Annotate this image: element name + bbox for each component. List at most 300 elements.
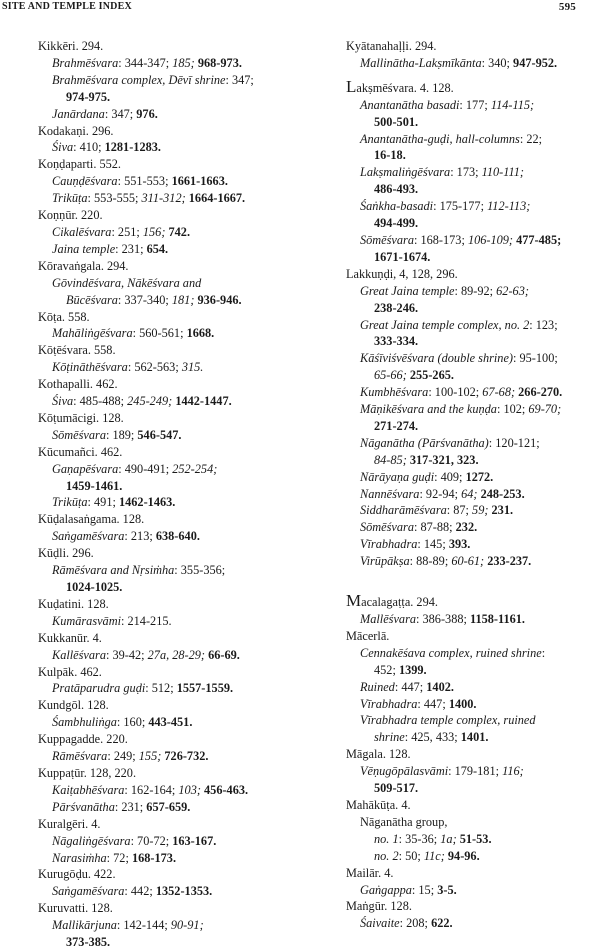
- plate-reference: 66-69.: [208, 647, 240, 662]
- entry-gap: [346, 570, 596, 593]
- entry-text: : 337-340;: [117, 292, 172, 307]
- subentry-continuation: [346, 848, 596, 865]
- subentry-continuation: [346, 831, 596, 848]
- temple-subentry: [38, 680, 300, 697]
- italic-reference: Kallēśvara: [52, 647, 106, 662]
- temple-subentry: [346, 696, 596, 713]
- italic-reference: 155;: [138, 749, 162, 764]
- plate-reference: 486-493.: [374, 182, 419, 197]
- plate-reference: 255-265.: [409, 368, 454, 383]
- subentry-continuation: [346, 418, 596, 435]
- entry-text: : 39-42;: [105, 647, 148, 662]
- subentry-continuation: [38, 934, 300, 951]
- italic-reference: Śiva: [52, 394, 74, 409]
- plate-reference: 654.: [146, 241, 169, 256]
- italic-reference: Trikūṭa: [52, 495, 88, 510]
- temple-subentry: [38, 528, 300, 545]
- italic-reference: Nāganātha (Pārśvanātha): [360, 435, 489, 450]
- temple-subentry: [38, 461, 300, 478]
- plate-reference: 546-547.: [137, 427, 182, 442]
- italic-reference: 245-249;: [127, 394, 173, 409]
- site-entry: [38, 816, 300, 833]
- italic-reference: Kumārasvāmi: [52, 613, 122, 628]
- site-entry: [38, 731, 300, 748]
- temple-subentry: [38, 883, 300, 900]
- temple-subentry: [38, 647, 300, 664]
- entry-text: Kōravaṅgala. 294.: [38, 258, 129, 273]
- entry-text: Kuralgēri. 4.: [38, 816, 101, 831]
- italic-reference: Lakṣmaliṅgēśvara: [360, 165, 451, 180]
- site-entry: [38, 123, 300, 140]
- site-entry: [38, 765, 300, 782]
- plate-reference: 974-975.: [66, 89, 111, 104]
- plate-reference: 509-517.: [374, 781, 419, 796]
- italic-reference: 114-115;: [490, 97, 535, 112]
- subentry-continuation: [38, 292, 300, 309]
- entry-text: : 442;: [124, 884, 156, 899]
- entry-text: Mailār. 4.: [346, 865, 394, 880]
- entry-text: 452;: [374, 662, 399, 677]
- entry-text: : 512;: [145, 681, 177, 696]
- plate-reference: 1281-1283.: [104, 140, 161, 155]
- italic-reference: 60-61;: [451, 554, 485, 569]
- entry-text: Māgala. 128.: [346, 747, 411, 762]
- entry-text: Kyātanahaḷḷi. 294.: [346, 39, 437, 53]
- temple-subentry: [38, 275, 300, 292]
- temple-subentry: [346, 679, 596, 696]
- subentry-continuation: [346, 249, 596, 266]
- italic-reference: 181;: [171, 292, 195, 307]
- entry-text: Kūḍli. 296.: [38, 546, 94, 561]
- plate-reference: 1557-1559.: [176, 681, 234, 696]
- plate-reference: 500-501.: [374, 114, 419, 129]
- italic-reference: Būcēśvara: [66, 292, 118, 307]
- italic-reference: Vēṇugōpālasvāmi: [360, 764, 449, 779]
- italic-reference: 156;: [142, 224, 166, 239]
- italic-reference: Vīrabhadra: [360, 696, 418, 711]
- italic-reference: Śiva: [52, 140, 74, 155]
- entry-text: Kikkēri. 294.: [38, 39, 104, 53]
- italic-reference: 116;: [502, 764, 524, 779]
- entry-text: : 213;: [124, 529, 156, 544]
- temple-subentry: [346, 712, 596, 729]
- italic-reference: Sōmēśvara: [52, 427, 106, 442]
- site-entry: [346, 628, 596, 645]
- subentry-continuation: [346, 333, 596, 350]
- plate-reference: 94-96.: [447, 848, 480, 863]
- running-head-title: SITE AND TEMPLE INDEX: [2, 1, 132, 12]
- temple-subentry: [38, 850, 300, 867]
- italic-reference: Śambhuliṅga: [52, 715, 117, 730]
- temple-subentry: [346, 350, 596, 367]
- temple-subentry: [346, 232, 596, 249]
- italic-reference: 252-254;: [172, 461, 218, 476]
- plate-reference: 1158-1161.: [469, 612, 525, 626]
- temple-subentry: [346, 882, 596, 899]
- plate-reference: 393.: [448, 537, 471, 552]
- entry-text: akṣmēśvara. 4. 128.: [356, 80, 454, 95]
- plate-reference: 456-463.: [204, 782, 249, 797]
- entry-text: : 15;: [411, 882, 438, 897]
- italic-reference: shrine: [374, 730, 405, 745]
- entry-text: : 89-92;: [454, 283, 497, 298]
- temple-subentry: [38, 139, 300, 156]
- entry-text: : 145;: [417, 537, 449, 552]
- entry-text: : 168-173;: [413, 232, 468, 247]
- entry-text: : 120-121;: [488, 435, 540, 450]
- entry-text-part: [346, 591, 438, 611]
- entry-text: : 410;: [73, 140, 105, 155]
- italic-reference: Brahmēśvara: [52, 55, 119, 70]
- temple-subentry: [346, 814, 596, 831]
- plate-reference: 622.: [431, 916, 453, 931]
- index-column-left: [38, 38, 300, 951]
- plate-reference: 1661-1663.: [171, 174, 228, 189]
- entry-text: : 347;: [225, 72, 254, 87]
- temple-subentry: [346, 55, 596, 72]
- italic-reference: 112-113;: [487, 199, 531, 214]
- italic-reference: 315.: [181, 360, 204, 375]
- entry-text: Kulpāk. 462.: [38, 664, 102, 679]
- entry-text: : 409;: [434, 469, 466, 484]
- italic-reference: Vīrabhadra temple complex, ruined: [360, 713, 536, 728]
- entry-text: : 447;: [394, 679, 427, 694]
- entry-text: :: [541, 645, 546, 660]
- temple-subentry: [346, 519, 596, 536]
- italic-reference: Mahāliṅgēśvara: [52, 326, 133, 341]
- italic-reference: Narasiṁha: [52, 850, 107, 865]
- plate-reference: 1442-1447.: [175, 394, 232, 409]
- plate-reference: 271-274.: [374, 418, 419, 433]
- plate-reference: 443-451.: [148, 715, 193, 730]
- plate-reference: 726-732.: [164, 749, 209, 764]
- plate-reference: 1462-1463.: [118, 495, 176, 510]
- plate-reference: 1664-1667.: [188, 191, 246, 206]
- plate-reference: 1024-1025.: [66, 580, 123, 594]
- temple-subentry: [38, 782, 300, 799]
- entry-text: : 95-100;: [513, 351, 558, 366]
- italic-reference: Rāmēśvara: [52, 749, 108, 764]
- entry-text: : 70-72;: [130, 833, 173, 848]
- temple-subentry: [38, 325, 300, 342]
- temple-subentry: [346, 915, 596, 932]
- site-entry: [346, 593, 596, 611]
- entry-text: Kurugōḍu. 422.: [38, 867, 116, 882]
- italic-reference: Jaina temple: [52, 241, 116, 256]
- entry-text: Koṇḍaparti. 552.: [38, 157, 121, 172]
- plate-reference: 1272.: [465, 469, 494, 484]
- entry-text: Mācerlā.: [346, 628, 390, 643]
- italic-reference: Kaiṭabhēśvara: [52, 782, 125, 797]
- temple-subentry: [38, 799, 300, 816]
- temple-subentry: [346, 611, 596, 628]
- temple-subentry: [346, 435, 596, 452]
- italic-reference: Cauṇḍēśvara: [52, 174, 118, 189]
- entry-text: : 214-215.: [121, 613, 172, 628]
- plate-reference: 3-5.: [437, 882, 457, 897]
- entry-text: Maṅgūr. 128.: [346, 899, 412, 914]
- italic-reference: Great Jaina temple complex, no. 2: [360, 317, 530, 332]
- temple-subentry: [346, 553, 596, 570]
- italic-reference: Māṇikēśvara and the kuṇḍa: [360, 402, 497, 417]
- plate-reference: 373-385.: [66, 935, 111, 950]
- site-entry: [346, 797, 596, 814]
- italic-reference: Kōṭināthēśvara: [52, 360, 128, 375]
- plate-reference: 51-53.: [459, 831, 492, 846]
- italic-reference: Nāgaliṅgēśvara: [52, 833, 131, 848]
- site-entry: [346, 266, 596, 283]
- entry-text: : 344-347;: [118, 55, 173, 70]
- italic-reference: 185;: [172, 55, 195, 70]
- entry-text: Kōṭumācigi. 128.: [38, 410, 124, 425]
- entry-text: Kōṭa. 558.: [38, 309, 90, 324]
- entry-text: : 251;: [111, 224, 143, 239]
- italic-reference: no. 2: [374, 848, 399, 863]
- temple-subentry: [38, 55, 300, 72]
- italic-reference: Nannēśvara: [360, 486, 420, 501]
- italic-reference: 62-63;: [496, 283, 529, 298]
- subentry-continuation: [38, 478, 300, 495]
- plate-reference: 1459-1461.: [66, 478, 123, 493]
- entry-text: : 35-36;: [398, 831, 441, 846]
- italic-reference: Pratāparudra guḍi: [52, 681, 146, 696]
- italic-reference: 69-70;: [528, 402, 562, 417]
- italic-reference: Trikūṭa: [52, 191, 88, 206]
- italic-reference: Śaṅkha-basadi: [360, 199, 434, 214]
- subentry-continuation: [346, 662, 596, 679]
- entry-text: : 231;: [115, 241, 147, 256]
- entry-text: : 22;: [519, 131, 543, 146]
- temple-subentry: [346, 536, 596, 553]
- temple-subentry: [38, 72, 300, 89]
- subentry-continuation: [346, 181, 596, 198]
- italic-reference: Pārśvanātha: [52, 799, 115, 814]
- plate-reference: 1668.: [186, 326, 215, 341]
- entry-text: : 100-102;: [428, 385, 483, 400]
- italic-reference: Saṅgamēśvara: [52, 529, 125, 544]
- italic-reference: Nārāyaṇa guḍi: [360, 469, 435, 484]
- temple-subentry: [346, 131, 596, 148]
- site-entry: [346, 865, 596, 882]
- site-entry: [38, 596, 300, 613]
- italic-reference: Gōvindēśvara, Nākēśvara and: [52, 275, 202, 290]
- plate-reference: 657-659.: [146, 799, 191, 814]
- plate-reference: 1399.: [398, 662, 427, 677]
- italic-reference: Mallinātha-Lakṣmīkānta: [360, 55, 482, 70]
- entry-text: : 551-553;: [117, 174, 172, 189]
- temple-subentry: [38, 917, 300, 934]
- plate-reference: 16-18.: [374, 148, 406, 163]
- temple-subentry: [346, 283, 596, 300]
- italic-reference: Great Jaina temple: [360, 283, 455, 298]
- italic-reference: Anantanātha basadi: [360, 97, 460, 112]
- italic-reference: Brahmēśvara complex, Dēvī shrine: [52, 72, 226, 87]
- entry-text: : 490-491;: [118, 461, 173, 476]
- entry-text: : 87;: [446, 503, 473, 518]
- temple-subentry: [38, 562, 300, 579]
- entry-text: : 123;: [529, 317, 558, 332]
- plate-reference: 317-321, 323.: [409, 452, 479, 467]
- entry-text: : 447;: [417, 696, 449, 711]
- entry-text: : 72;: [106, 850, 132, 865]
- plate-reference: 1671-1674.: [374, 249, 431, 264]
- entry-text: : 386-388;: [416, 612, 470, 626]
- italic-reference: 67-68;: [482, 385, 516, 400]
- page-number: 595: [558, 1, 576, 13]
- italic-reference: 1a;: [440, 831, 457, 846]
- italic-reference: no. 1: [374, 831, 399, 846]
- italic-reference: 64;: [461, 486, 478, 501]
- entry-text: : 179-181;: [448, 764, 503, 779]
- italic-reference: Mallikārjuna: [52, 918, 117, 933]
- italic-reference: Saṅgamēśvara: [52, 884, 125, 899]
- entry-text-part: [346, 76, 454, 96]
- entry-text: Nāganātha group,: [360, 814, 448, 829]
- entry-text: : 553-555;: [87, 191, 142, 206]
- subentry-continuation: [346, 452, 596, 469]
- entry-text: : 173;: [450, 165, 482, 180]
- italic-reference: Mallēśvara: [360, 612, 417, 626]
- italic-reference: 65-66;: [374, 368, 407, 383]
- entry-text: Kuppaṭūr. 128, 220.: [38, 765, 137, 780]
- subentry-continuation: [346, 300, 596, 317]
- temple-subentry: [38, 106, 300, 123]
- entry-text: : 249;: [107, 749, 139, 764]
- entry-text: : 231;: [114, 799, 147, 814]
- site-entry: [38, 309, 300, 326]
- temple-subentry: [38, 190, 300, 207]
- plate-reference: 494-499.: [374, 216, 419, 231]
- site-entry: [38, 630, 300, 647]
- italic-reference: Virūpākṣa: [360, 554, 410, 569]
- plate-reference: 168-173.: [131, 850, 177, 865]
- entry-text: Kothapalli. 462.: [38, 377, 118, 392]
- italic-reference: Janārdana: [52, 106, 105, 121]
- site-entry: [38, 376, 300, 393]
- temple-subentry: [38, 173, 300, 190]
- subentry-continuation: [346, 114, 596, 131]
- italic-reference: Kāśīviśvēśvara (double shrine): [360, 351, 514, 366]
- plate-reference: 936-946.: [197, 292, 242, 307]
- temple-subentry: [38, 359, 300, 376]
- italic-reference: Gaṅgappa: [360, 882, 412, 897]
- italic-reference: 103;: [178, 782, 201, 797]
- subentry-continuation: [346, 147, 596, 164]
- entry-text: : 92-94;: [419, 486, 462, 501]
- site-entry: [38, 207, 300, 224]
- italic-reference: Sōmēśvara: [360, 520, 414, 535]
- entry-text: : 355-356;: [174, 563, 226, 578]
- temple-subentry: [38, 613, 300, 630]
- running-head: [0, 0, 600, 14]
- subentry-continuation: [346, 215, 596, 232]
- site-entry: [38, 866, 300, 883]
- entry-text: Kundgōl. 128.: [38, 698, 109, 713]
- subentry-continuation: [38, 89, 300, 106]
- temple-subentry: [346, 486, 596, 503]
- entry-text: Mahākūṭa. 4.: [346, 797, 411, 812]
- temple-subentry: [346, 401, 596, 418]
- italic-reference: Cikalēśvara: [52, 224, 112, 239]
- entry-text: Kuppagadde. 220.: [38, 732, 128, 747]
- temple-subentry: [38, 748, 300, 765]
- entry-text: : 485-488;: [73, 394, 128, 409]
- site-entry: [38, 697, 300, 714]
- plate-reference: 1400.: [448, 696, 477, 711]
- temple-subentry: [38, 714, 300, 731]
- entry-text: : 160;: [116, 715, 149, 730]
- entry-text: : 491;: [87, 495, 119, 510]
- entry-text: Kūḍalasaṅgama. 128.: [38, 512, 145, 527]
- temple-subentry: [38, 833, 300, 850]
- entry-text: : 142-144;: [116, 918, 171, 933]
- entry-text: : 340;: [481, 55, 514, 70]
- italic-reference: 106-109;: [467, 232, 514, 247]
- site-entry: [38, 342, 300, 359]
- temple-subentry: [346, 164, 596, 181]
- plate-reference: 333-334.: [374, 334, 419, 349]
- temple-subentry: [346, 763, 596, 780]
- site-entry: [38, 511, 300, 528]
- section-initial: M: [346, 591, 362, 611]
- italic-reference: Anantanātha-guḍi, hall-columns: [360, 131, 520, 146]
- entry-text: : 50;: [398, 848, 424, 863]
- site-entry: [346, 38, 596, 55]
- entry-text: : 560-561;: [132, 326, 187, 341]
- temple-subentry: [346, 97, 596, 114]
- plate-reference: 1402.: [426, 679, 454, 694]
- entry-gap: [346, 72, 596, 79]
- entry-text: Kodakaṇi. 296.: [38, 123, 114, 138]
- italic-reference: Gaṇapēśvara: [52, 461, 119, 476]
- site-entry: [38, 664, 300, 681]
- plate-reference: 1401.: [460, 730, 489, 745]
- entry-text: : 88-89;: [409, 554, 452, 569]
- italic-reference: Vīrabhadra: [360, 537, 418, 552]
- temple-subentry: [346, 469, 596, 486]
- subentry-continuation: [346, 367, 596, 384]
- entry-text: : 189;: [105, 427, 138, 442]
- entry-text: : 562-563;: [127, 360, 182, 375]
- italic-reference: 84-85;: [374, 452, 407, 467]
- temple-subentry: [38, 224, 300, 241]
- plate-reference: 163-167.: [172, 833, 217, 848]
- plate-reference: 1352-1353.: [155, 884, 213, 899]
- plate-reference: 968-973.: [197, 55, 242, 70]
- entry-text: : 102;: [496, 402, 529, 417]
- temple-subentry: [346, 384, 596, 401]
- italic-reference: Siddharāmēśvara: [360, 503, 447, 518]
- italic-reference: 11c;: [423, 848, 445, 863]
- italic-reference: 90-91;: [170, 918, 204, 933]
- plate-reference: 231.: [491, 503, 514, 518]
- site-entry: [346, 76, 596, 97]
- entry-text: Kūcumañci. 462.: [38, 444, 123, 459]
- plate-reference: 233-237.: [487, 554, 532, 569]
- italic-reference: 27a, 28-29;: [147, 647, 206, 662]
- italic-reference: Ruined: [360, 679, 395, 694]
- italic-reference: Cennakēśava complex, ruined shrine: [360, 645, 542, 660]
- section-initial: L: [346, 76, 357, 96]
- site-entry: [38, 545, 300, 562]
- entry-text: Kōṭēśvara. 558.: [38, 343, 116, 358]
- temple-subentry: [346, 317, 596, 334]
- entry-text: : 87-88;: [413, 520, 456, 535]
- site-entry: [346, 898, 596, 915]
- italic-reference: 311-312;: [141, 191, 186, 206]
- temple-subentry: [38, 494, 300, 511]
- temple-subentry: [346, 502, 596, 519]
